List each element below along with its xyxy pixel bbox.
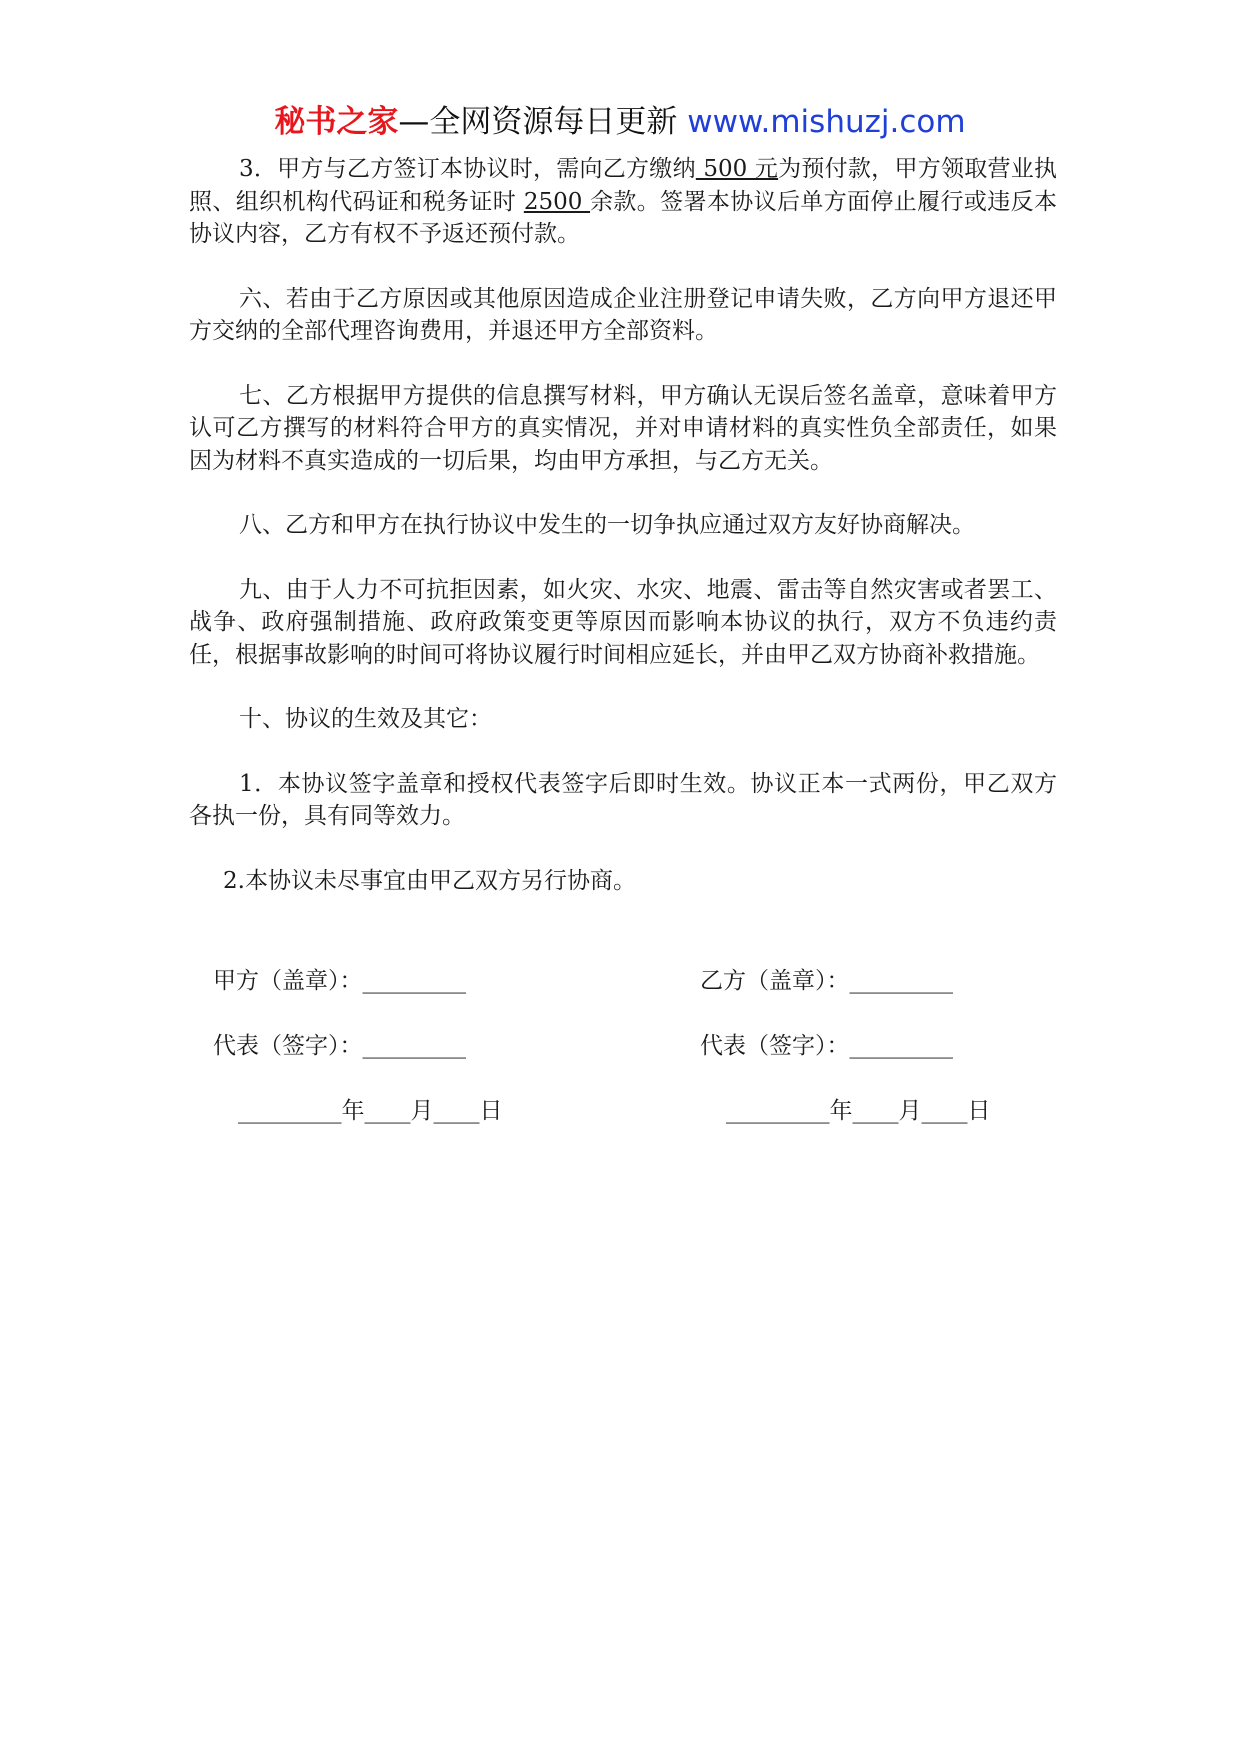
clause-3-text-c: 余款。签署本协议后单方面停止履行或违反本协议内容，乙方有权不予返还预付款。 <box>189 188 1057 247</box>
clause-3-text-b: 为预付款，甲方领取营业执照、组织机构代码证和税务证时 <box>189 156 1057 215</box>
agreement-body <box>189 153 1057 929</box>
party-a-date-line: _________年____月____日 <box>238 1098 503 1124</box>
clause-3-text-a: 3．甲方与乙方签订本协议时，需向乙方缴纳 <box>239 156 696 182</box>
clause-10-1: 1．本协议签字盖章和授权代表签字后即时生效。协议正本一式两份，甲乙双方各执一份，具有同等效力。 <box>189 770 1057 829</box>
clause-3 <box>189 153 1057 251</box>
header-url-link[interactable]: www.mishuzj.com <box>687 104 966 140</box>
party-b-rep-line: 代表（签字）：_________ <box>700 1033 953 1059</box>
site-header <box>0 100 1240 144</box>
balance-amount: 2500 <box>523 188 591 215</box>
party-b-seal-line: 乙方（盖章）：_________ <box>700 968 953 994</box>
party-a-seal-line: 甲方（盖章）：_________ <box>213 968 466 994</box>
clause-8: 八、乙方和甲方在执行协议中发生的一切争执应通过双方友好协商解决。 <box>239 512 975 538</box>
party-b-date-line: _________年____月____日 <box>726 1098 991 1124</box>
prepayment-amount: 500 元 <box>695 156 779 182</box>
clause-10: 十、协议的生效及其它： <box>239 706 492 732</box>
clause-7: 七、乙方根据甲方提供的信息撰写材料，甲方确认无误后签名盖章，意味着甲方认可乙方撰写的材料符合甲方的真实情况，并对申请材料的真实性负全部责任，如果因为材料不真实造成的一切后果，均由甲方承担，与乙方无关。 <box>189 382 1057 474</box>
party-a-rep-line: 代表（签字）：_________ <box>213 1033 466 1059</box>
clause-6: 六、若由于乙方原因或其他原因造成企业注册登记申请失败，乙方向甲方退还甲方交纳的全部代理咨询费用，并退还甲方全部资料。 <box>189 285 1057 344</box>
clause-10-2: 2.本协议未尽事宜由甲乙双方另行协商。 <box>223 867 636 894</box>
header-slogan: —全网资源每日更新 <box>398 104 688 140</box>
clause-9: 九、由于人力不可抗拒因素，如火灾、水灾、地震、雷击等自然灾害或者罢工、战争、政府强制措施、政府政策变更等原因而影响本协议的执行，双方不负违约责任，根据事故影响的时间可将协议履行时间相应延长，并由甲乙双方协商补救措施。 <box>189 576 1057 668</box>
brand-name: 秘书之家 <box>274 104 399 140</box>
